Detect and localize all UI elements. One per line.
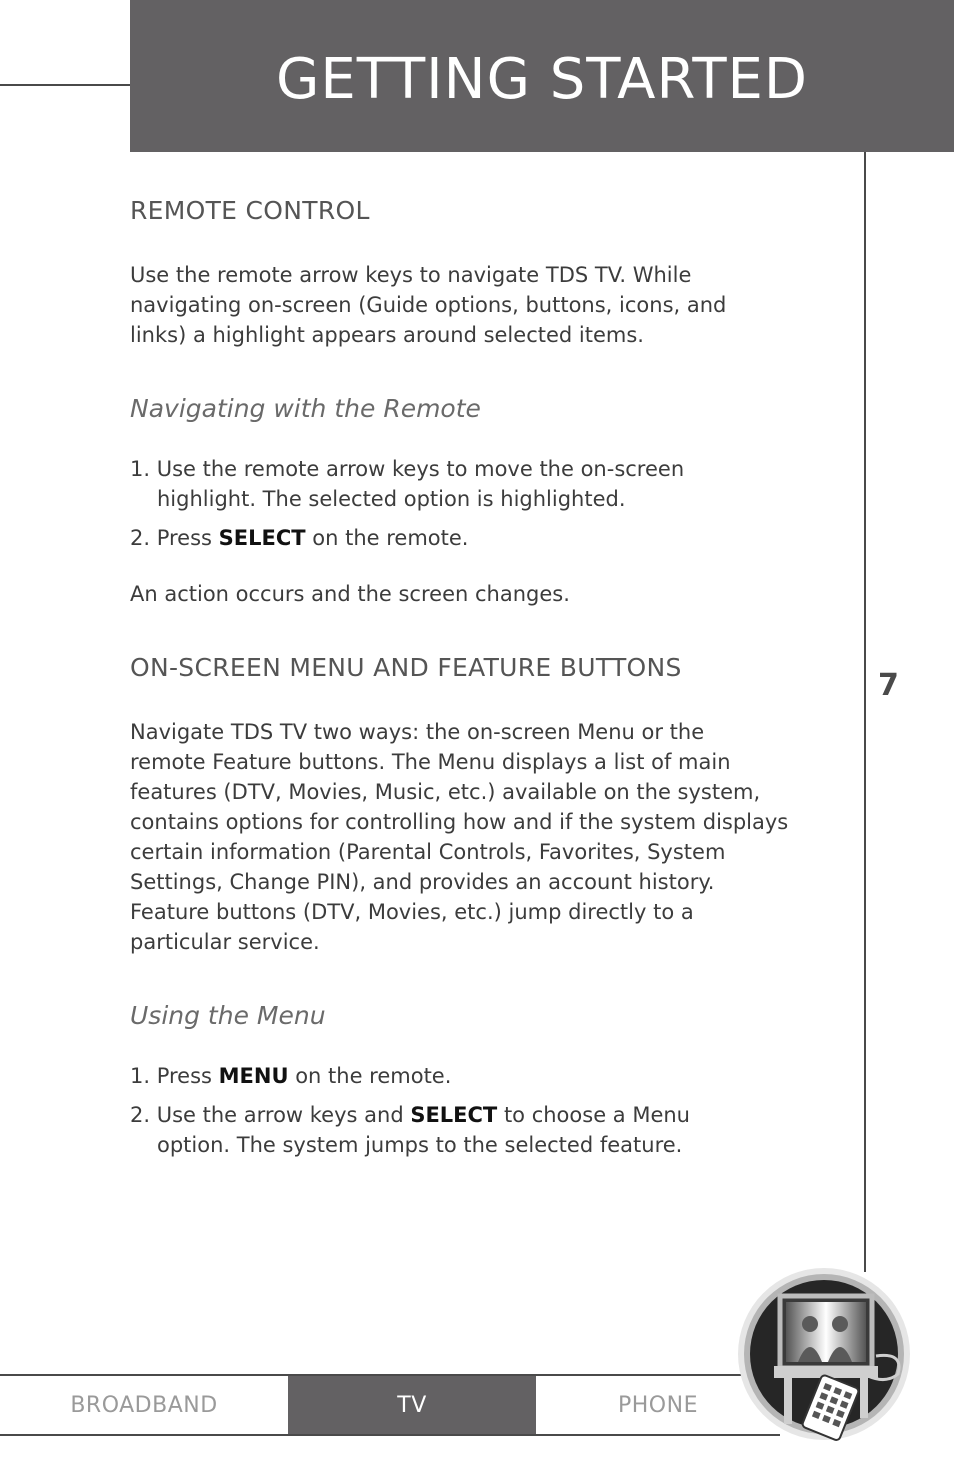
- step-text: on the remote.: [305, 526, 469, 550]
- section-tabs: [0, 1374, 780, 1436]
- menu-body-line: particular service.: [130, 930, 320, 954]
- list-item: [130, 1061, 790, 1091]
- menu-body-paragraph: [130, 717, 790, 957]
- title-bar: [130, 0, 954, 152]
- subheading-navigating: Navigating with the Remote: [130, 394, 481, 423]
- key-name-select: SELECT: [218, 526, 306, 550]
- step-text: 2. Press: [130, 526, 219, 550]
- tab-broadband[interactable]: BROADBAND: [70, 1392, 218, 1418]
- margin-rule: [864, 152, 866, 1272]
- tab-tv[interactable]: TV: [288, 1376, 536, 1434]
- section-heading-menu-buttons: ON-SCREEN MENU AND FEATURE BUTTONS: [130, 653, 682, 682]
- list-item: [130, 523, 790, 553]
- step-text: on the remote.: [288, 1064, 452, 1088]
- list-item: [130, 454, 790, 514]
- navigating-steps: [130, 454, 790, 553]
- key-name-select: SELECT: [410, 1103, 498, 1127]
- main-content: [130, 196, 790, 1160]
- menu-steps: [130, 1061, 790, 1160]
- result-paragraph: An action occurs and the screen changes.: [130, 582, 570, 606]
- menu-body-line: certain information (Parental Controls, Favorites, System: [130, 840, 726, 864]
- tv-remote-icon: [736, 1266, 912, 1442]
- step-text: to choose a Menu: [497, 1103, 690, 1127]
- remote-intro-line: navigating on-screen (Guide options, buttons, icons, and: [130, 293, 727, 317]
- menu-body-line: Feature buttons (DTV, Movies, etc.) jump directly to a: [130, 900, 694, 924]
- remote-intro-line: Use the remote arrow keys to navigate TDS TV. While: [130, 263, 692, 287]
- menu-body-line: Settings, Change PIN), and provides an account history.: [130, 870, 715, 894]
- list-item: [130, 1100, 790, 1160]
- remote-intro-paragraph: [130, 260, 790, 350]
- page-title: GETTING STARTED: [275, 46, 809, 112]
- remote-intro-line: links) a highlight appears around selected items.: [130, 323, 644, 347]
- section-heading-remote-control: REMOTE CONTROL: [130, 196, 370, 225]
- step-text: highlight. The selected option is highlighted.: [157, 487, 626, 511]
- step-text: 2. Use the arrow keys and: [130, 1103, 411, 1127]
- key-name-menu: MENU: [218, 1064, 289, 1088]
- step-text: option. The system jumps to the selected feature.: [157, 1133, 683, 1157]
- step-text: 1. Use the remote arrow keys to move the on-screen: [130, 457, 685, 481]
- step-text: 1. Press: [130, 1064, 219, 1088]
- menu-body-line: Navigate TDS TV two ways: the on-screen Menu or the: [130, 720, 705, 744]
- menu-body-line: features (DTV, Movies, Music, etc.) available on the system,: [130, 780, 761, 804]
- menu-body-line: contains options for controlling how and if the system displays: [130, 810, 789, 834]
- header-left-rule: [0, 84, 130, 86]
- tab-phone[interactable]: PHONE: [618, 1392, 698, 1418]
- tab-divider: [0, 1434, 780, 1436]
- page-number: 7: [878, 668, 899, 703]
- subheading-using-menu: Using the Menu: [130, 1001, 326, 1030]
- menu-body-line: remote Feature buttons. The Menu displays a list of main: [130, 750, 731, 774]
